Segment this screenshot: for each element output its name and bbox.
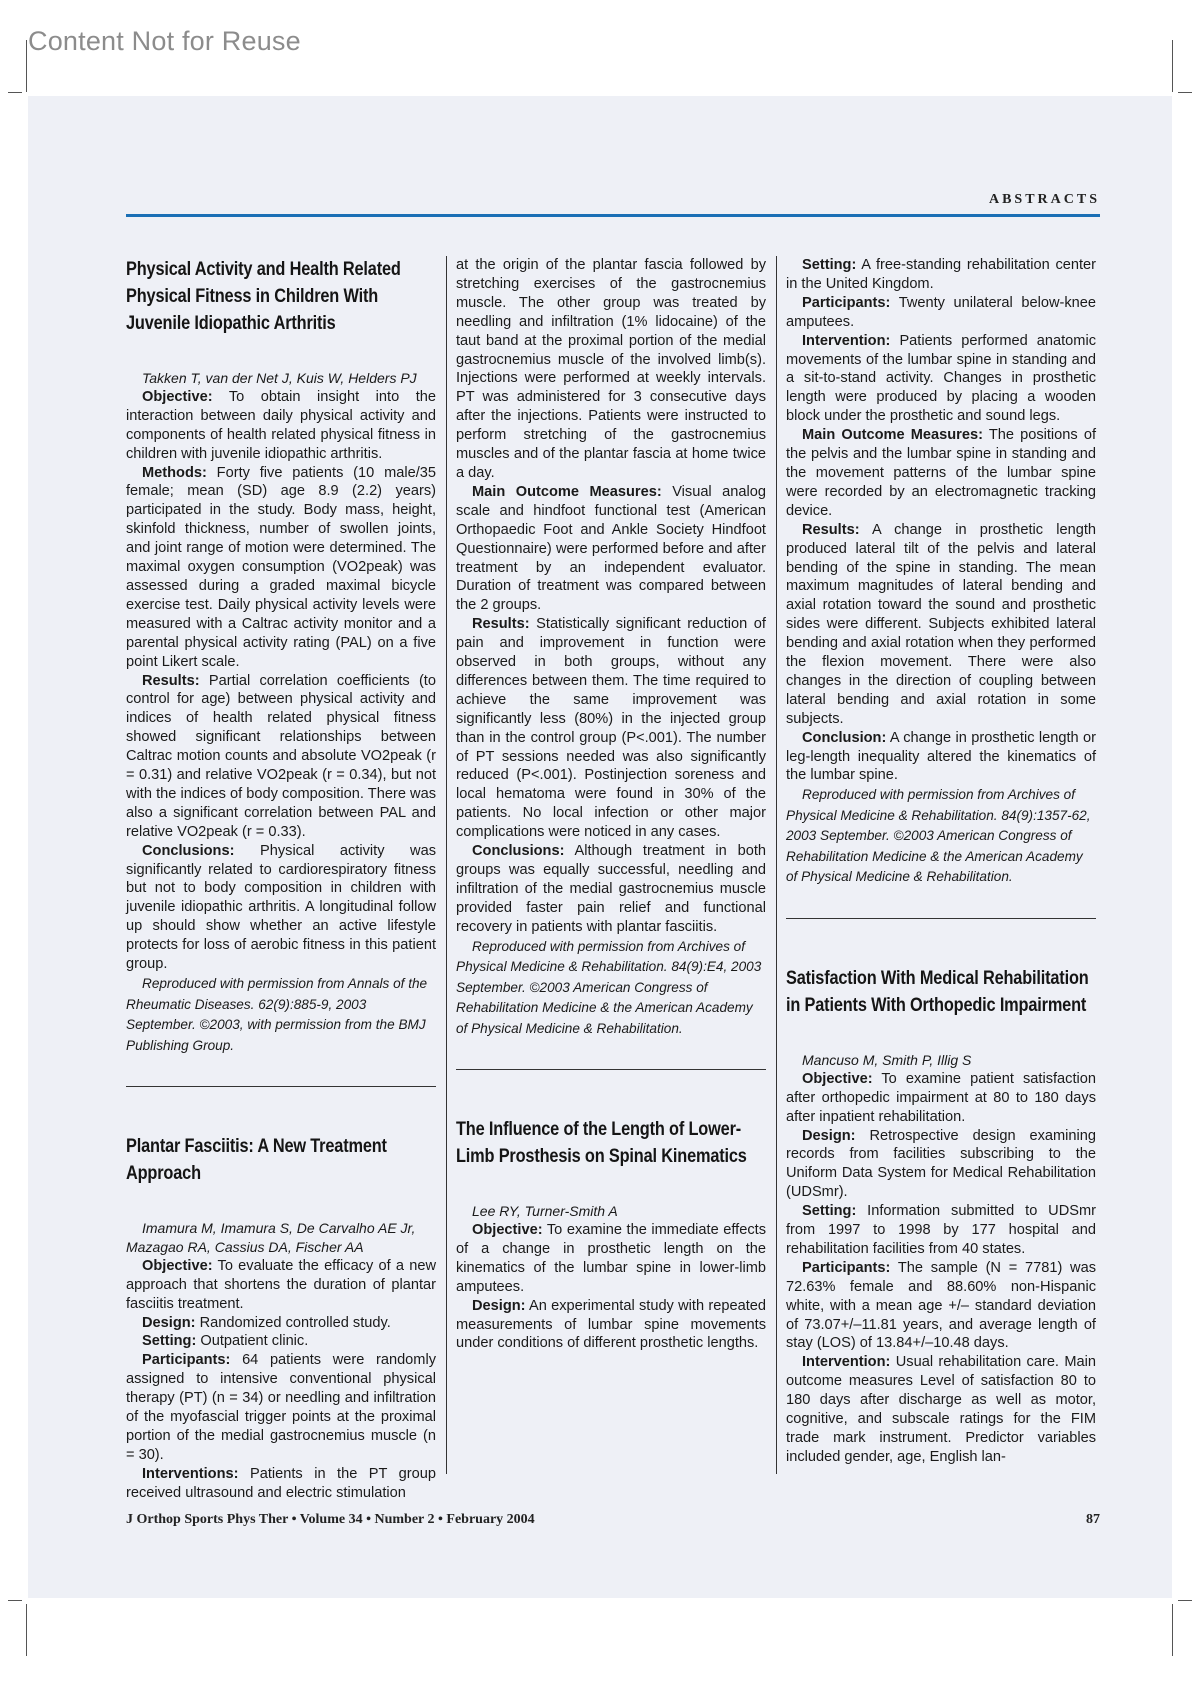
- column-3: [786, 256, 1096, 1467]
- reproduction-note: Reproduced with permission from Archives of Physical Medicine & Rehabilitation. 84(9):E4, 2003 September. ©2003 American Congress of Rehabilitation Medicine & the American Academy of Physical Medicine & Rehabilitation.: [456, 938, 762, 1036]
- column-2: [456, 256, 766, 1353]
- crop-mark: [1172, 1604, 1173, 1656]
- column-divider: [446, 256, 447, 1474]
- abstract-design: Design: An experimental study with repeated measurements of lumbar spine movements under conditions of different prosthetic lengths.: [456, 1297, 766, 1352]
- article-divider: [456, 1069, 766, 1070]
- abstract-design: Design: Retrospective design examining records from facilities subscribing to the Uniform Data System for Medical Rehabilitation (UDSmr).: [786, 1127, 1097, 1201]
- abstract-objective: Objective: To evaluate the efficacy of a new approach that shortens the duration of plantar fasciitis treatment.: [126, 1257, 436, 1312]
- abstract-intervention: Intervention: Usual rehabilitation care. Main outcome measures Level of satisfaction 80 to 180 days after discharge as well as motor, cognitive, and subscale ratings for the FIM trade mark instrument. Predictor variables included gender, age, English lan-: [786, 1354, 1096, 1465]
- article-title: The Influence of the Length of Lower-Limb Prosthesis on Spinal Kinematics: [456, 1119, 747, 1168]
- interventions-part1: Patients in the PT group received ultrasound and electric stimulation: [126, 1465, 436, 1501]
- article-title: Physical Activity and Health Related Physical Fitness in Children With Juvenile Idiopathic Arthritis: [126, 259, 401, 334]
- crop-mark: [1178, 92, 1192, 93]
- page-footer: [126, 1512, 1100, 1528]
- watermark: Content Not for Reuse: [28, 26, 301, 56]
- abstract-objective: Objective: To obtain insight into the interaction between daily physical activity and components of health related physical fitness in children with juvenile idiopathic arthritis.: [126, 388, 436, 462]
- abstract-objective: Objective: To examine the immediate effects of a change in prosthetic length on the kinematics of the lumbar spine in lower-limb amputees.: [456, 1222, 766, 1295]
- section-label: ABSTRACTS: [988, 192, 1100, 207]
- abstract-outcome: Main Outcome Measures: Visual analog scale and hindfoot functional test (American Orthopaedic Foot and Ankle Society Hindfoot Questionnaire) were performed before and after treatment by an independent evaluator. Duration of treatment was compared between the 2 groups.: [456, 483, 766, 614]
- abstract-results: Results: Partial correlation coefficients (to control for age) between physical activity and indices of health related physical fitness showed significant relationships between Caltrac motion counts and absolute VO2peak (r = 0.31) and relative VO2peak (r = 0.34), but not with the indices of body composition. There was also a significant correlation between PAL and relative VO2peak (r = 0.33).: [126, 672, 436, 840]
- reproduction-note: Reproduced with permission from Archives of Physical Medicine & Rehabilitation. 84(9):1357-62, 2003 September. ©2003 American Congress of Rehabilitation Medicine & the American Academy of Physical Medicine & Rehabilitation.: [786, 787, 1091, 885]
- abstract-conclusions: Conclusions: Although treatment in both groups was equally successful, needling and infiltration of the medial gastrocnemius muscle provided faster pain relief and functional recovery in patients with plantar fasciitis.: [456, 843, 766, 935]
- abstract-setting: Setting: Information submitted to UDSmr from 1997 to 1998 by 177 hospital and rehabilitation facilities from 40 states.: [786, 1203, 1096, 1257]
- abstract-setting: Setting: Outpatient clinic.: [142, 1333, 309, 1350]
- article-divider: [786, 918, 1096, 919]
- abstract-design: Design: Randomized controlled study.: [142, 1314, 391, 1331]
- abstract-participants: Participants: The sample (N = 7781) was 72.63% female and 88.60% non-Hispanic white, with a mean age +/– standard deviation of 73.07+/–11.81 years, and average length of stay (LOS) of 13.84+/–10.48 days.: [786, 1259, 1096, 1352]
- article-title: Satisfaction With Medical Rehabilitation in Patients With Orthopedic Impairment: [786, 967, 1089, 1016]
- article-authors: Takken T, van der Net J, Kuis W, Helders PJ: [142, 370, 417, 386]
- abstract-participants: Participants: 64 patients were randomly assigned to intensive conventional physical therapy (PT) (n = 34) or needling and infiltration of the myofascial trigger points at the proximal portion of the medial gastrocnemius muscle (n = 30).: [126, 1352, 436, 1463]
- crop-mark: [8, 92, 22, 93]
- article-authors: Lee RY, Turner-Smith A: [472, 1203, 618, 1220]
- article-divider: [126, 1086, 436, 1087]
- abstract-intervention: Intervention: Patients performed anatomic movements of the lumbar spine in standing and a sit-to-stand activity. Changes in prosthetic length were produced by placing a wooden block under the prosthetic and sound legs.: [786, 332, 1096, 425]
- abstract-interventions: Interventions: Patients in the PT group received ultrasound and electric stimulation: [126, 1465, 436, 1501]
- abstract-conclusion: Conclusion: A change in prosthetic length or leg-length inequality altered the kinematics of the lumbar spine.: [786, 729, 1096, 784]
- abstract-interventions-continued: at the origin of the plantar fascia followed by stretching exercises of the gastrocnemius muscle. The other group was treated by needling and infiltration (1% lidocaine) of the taut band at the proximal portion of the medial gastrocnemius muscle of the involved limb(s). Injections were performed at weekly intervals. PT was administered for 3 consecutive days after the injections. Patients were instructed to perform stretching of the gastrocnemius muscles and of the plantar fascia at home twice a day.: [456, 257, 766, 481]
- crop-mark: [26, 40, 27, 92]
- article-authors: Imamura M, Imamura S, De Carvalho AE Jr, Mazagao RA, Cassius DA, Fischer AA: [126, 1220, 416, 1255]
- crop-mark: [26, 1604, 27, 1656]
- abstract-outcome: Main Outcome Measures: The positions of the pelvis and the lumbar spine in standing and the movement patterns of the lumbar spine were recorded by an electromagnetic tracking device.: [786, 427, 1097, 519]
- abstract-conclusions: Conclusions: Physical activity was significantly related to cardiorespiratory fitness but not to body composition in children with juvenile idiopathic arthritis. A longitudinal follow up should show whether an active lifestyle protects for loss of aerobic fitness in this patient group.: [126, 842, 436, 973]
- abstract-setting: Setting: A free-standing rehabilitation center in the United Kingdom.: [786, 257, 1097, 292]
- header-rule: [126, 214, 1100, 217]
- abstract-results: Results: Statistically significant reduction of pain and improvement in function were observed in both groups, without any differences between them. The time required to achieve the same improvement was significantly less (80%) in the injected group than in the control group (P<.001). The number of PT sessions needed was also significantly reduced (P<.001). Postinjection soreness and local hematoma were found in 30% of the patients. No local infection or other major complications were noticed in any cases.: [456, 616, 766, 841]
- article-title: Plantar Fasciitis: A New Treatment Approach: [126, 1136, 387, 1184]
- abstract-objective: Objective: To examine patient satisfaction after orthopedic impairment at 80 to 180 days after inpatient rehabilitation.: [786, 1070, 1096, 1125]
- reproduction-note: Reproduced with permission from Annals of the Rheumatic Diseases. 62(9):885-9, 2003 September. ©2003, with permission from the BMJ Publishing Group.: [126, 976, 428, 1053]
- article-authors: Mancuso M, Smith P, Illig S: [802, 1051, 972, 1068]
- crop-mark: [1172, 40, 1173, 92]
- column-1: [126, 256, 436, 1503]
- journal-citation: J Orthop Sports Phys Ther • Volume 34 • Number 2 • February 2004: [126, 1512, 535, 1527]
- abstract-results: Results: A change in prosthetic length produced lateral tilt of the pelvis and lateral bending of the spine in standing. The mean maximum magnitudes of lateral bending and axial rotation toward the sound and prosthetic sides were different. Subjects exhibited lateral bending and axial rotation when they performed the flexion movement. There were also changes in the direction of coupling between lateral bending and axial rotation in some subjects.: [786, 521, 1097, 727]
- column-divider: [776, 256, 777, 1474]
- crop-mark: [1178, 1600, 1192, 1601]
- abstract-participants: Participants: Twenty unilateral below-knee amputees.: [786, 294, 1096, 330]
- crop-mark: [8, 1600, 22, 1601]
- abstract-methods: Methods: Forty five patients (10 male/35 female; mean (SD) age 8.9 (2.2) years) participated in the study. Body mass, height, skinfold thickness, number of swollen joints, and joint range of motion were determined. The maximal oxygen consumption (VO2peak) was assessed during a graded maximal bicycle exercise test. Daily physical activity levels were measured with a Caltrac activity monitor and a parental physical activity rating (PAL) on a five point Likert scale.: [126, 464, 436, 670]
- page-number: 87: [1086, 1512, 1100, 1527]
